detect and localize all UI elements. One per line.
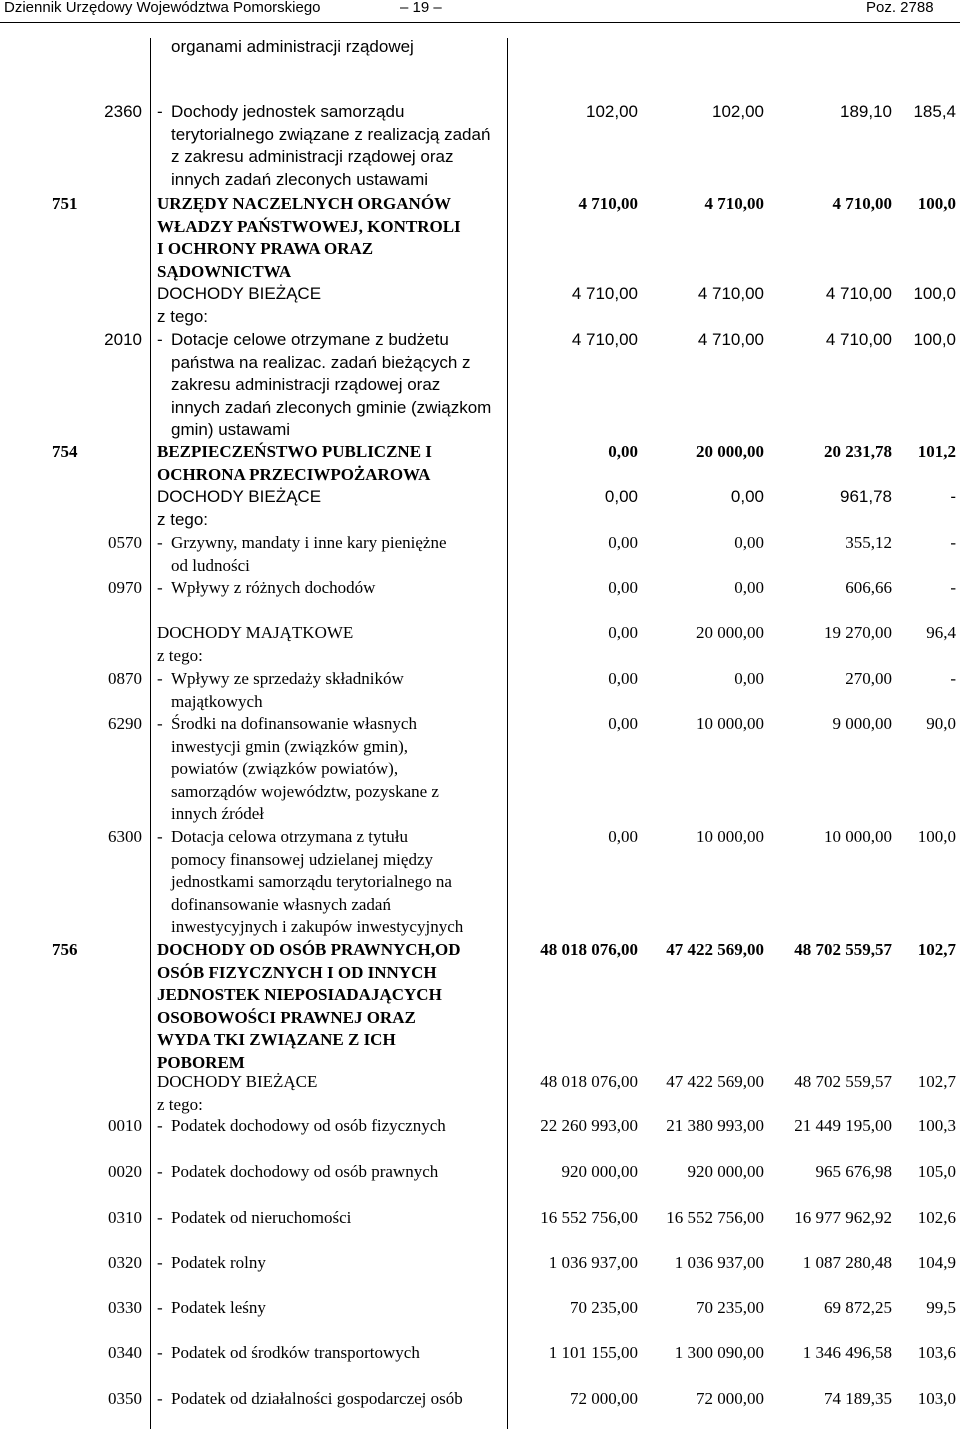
percent-executed: 102,7 bbox=[917, 940, 956, 959]
item-name-line: innych źródeł bbox=[171, 804, 264, 823]
list-dash: - bbox=[157, 669, 163, 688]
item-name bbox=[157, 622, 507, 645]
planned-initial-value: 48 018 076,00 bbox=[540, 940, 638, 959]
planned-initial-value: 48 018 076,00 bbox=[540, 1072, 638, 1091]
percent-executed: 102,7 bbox=[917, 1072, 956, 1091]
executed-value: 270,00 bbox=[845, 669, 892, 688]
item-name-line: zakresu administracji rządowej oraz bbox=[171, 375, 441, 394]
item-name bbox=[157, 532, 507, 577]
paragraph-code: 0570 bbox=[108, 533, 142, 552]
item-name-line: - Podatek dochodowy od osób fizycznych bbox=[157, 1115, 507, 1138]
executed-value: 1 087 280,48 bbox=[802, 1253, 892, 1272]
paragraph-code: 0350 bbox=[108, 1389, 142, 1408]
percent-executed: - bbox=[950, 487, 956, 506]
item-name-line: inwestycji gmin (związków gmin), bbox=[171, 736, 409, 756]
executed-value: 48 702 559,57 bbox=[794, 1072, 892, 1091]
item-name-line: innych zadań zleconych gminie (związkom bbox=[171, 397, 492, 417]
item-name bbox=[157, 577, 507, 600]
item-name-line: gmin) ustawami bbox=[171, 420, 291, 439]
percent-executed: 100,0 bbox=[913, 284, 956, 303]
paragraph-code: 6300 bbox=[108, 827, 142, 846]
item-name bbox=[157, 645, 507, 668]
executed-value: 74 189,35 bbox=[824, 1389, 892, 1408]
chapter-code: 751 bbox=[52, 194, 78, 213]
planned-after-changes-value: 70 235,00 bbox=[696, 1298, 764, 1317]
item-name-line: z tego: bbox=[157, 307, 209, 326]
paragraph-code: 0870 bbox=[108, 669, 142, 688]
planned-after-changes-value: 47 422 569,00 bbox=[666, 940, 764, 959]
item-name-line: DOCHODY BIEŻĄCE bbox=[157, 487, 322, 506]
executed-value: 9 000,00 bbox=[832, 714, 892, 733]
item-name-line: inwestycyjnych i zakupów inwestycyjnych bbox=[171, 917, 464, 936]
planned-initial-value: 920 000,00 bbox=[561, 1162, 638, 1181]
planned-initial-value: 0,00 bbox=[604, 487, 638, 506]
executed-value: 20 231,78 bbox=[824, 442, 892, 461]
executed-value: 189,10 bbox=[840, 102, 892, 121]
item-name bbox=[157, 1071, 507, 1094]
planned-after-changes-value: 72 000,00 bbox=[696, 1389, 764, 1408]
item-name-line: powiatów (związków powiatów), bbox=[171, 759, 399, 778]
item-name-line: - Podatek leśny bbox=[157, 1297, 507, 1320]
page-header bbox=[0, 0, 960, 23]
item-name bbox=[157, 283, 507, 306]
planned-after-changes-value: 21 380 993,00 bbox=[666, 1116, 764, 1135]
item-name-line: BEZPIECZEŃSTWO PUBLICZNE I bbox=[157, 442, 432, 461]
item-name-line: z tego: bbox=[157, 1095, 203, 1114]
percent-executed: 100,3 bbox=[917, 1116, 956, 1135]
paragraph-code: 6290 bbox=[108, 714, 142, 733]
item-name bbox=[157, 1297, 507, 1320]
planned-initial-value: 4 710,00 bbox=[571, 284, 638, 303]
planned-after-changes-value: 20 000,00 bbox=[696, 442, 764, 461]
paragraph-code: 0330 bbox=[108, 1298, 142, 1317]
paragraph-code: 0970 bbox=[108, 578, 142, 597]
item-name-line: z tego: bbox=[157, 646, 203, 665]
item-name-line: - Podatek od nieruchomości bbox=[157, 1207, 507, 1230]
planned-after-changes-value: 0,00 bbox=[734, 533, 764, 552]
percent-executed: 90,0 bbox=[926, 714, 956, 733]
planned-after-changes-value: 1 036 937,00 bbox=[674, 1253, 764, 1272]
item-name-line: DOCHODY BIEŻĄCE bbox=[157, 284, 322, 303]
item-name-line: od ludności bbox=[171, 555, 250, 575]
percent-executed: 99,5 bbox=[926, 1298, 956, 1317]
percent-executed: 100,0 bbox=[913, 330, 956, 349]
column-divider-name bbox=[507, 38, 508, 1429]
journal-title: Dziennik Urzędowy Województwa Pomorskiego bbox=[4, 0, 321, 16]
planned-initial-value: 1 036 937,00 bbox=[548, 1253, 638, 1272]
executed-value: 961,78 bbox=[840, 487, 892, 506]
planned-after-changes-value: 10 000,00 bbox=[696, 714, 764, 733]
planned-initial-value: 0,00 bbox=[608, 442, 638, 461]
planned-after-changes-value: 4 710,00 bbox=[697, 284, 764, 303]
item-name-line: SĄDOWNICTWA bbox=[157, 261, 292, 281]
planned-initial-value: 4 710,00 bbox=[578, 194, 638, 213]
executed-value: 69 872,25 bbox=[824, 1298, 892, 1317]
item-name-line: dofinansowanie własnych zadań bbox=[171, 894, 391, 914]
item-name bbox=[157, 193, 507, 283]
paragraph-code: 0310 bbox=[108, 1208, 142, 1227]
item-name bbox=[171, 36, 521, 59]
planned-after-changes-value: 0,00 bbox=[730, 487, 764, 506]
executed-value: 19 270,00 bbox=[824, 623, 892, 642]
item-name-line: URZĘDY NACZELNYCH ORGANÓW bbox=[157, 194, 452, 213]
percent-executed: - bbox=[950, 669, 956, 688]
item-name-line: DOCHODY MAJĄTKOWE bbox=[157, 623, 354, 642]
list-dash: - bbox=[157, 1253, 163, 1272]
percent-executed: 102,6 bbox=[917, 1208, 956, 1227]
percent-executed: 104,9 bbox=[917, 1253, 956, 1272]
list-dash: - bbox=[157, 1208, 163, 1227]
paragraph-code: 2360 bbox=[104, 102, 142, 121]
item-name bbox=[157, 668, 507, 713]
planned-initial-value: 0,00 bbox=[608, 533, 638, 552]
item-name-line: - Podatek od działalności gospodarczej osób bbox=[157, 1388, 507, 1411]
item-name bbox=[157, 1161, 507, 1184]
executed-value: 21 449 195,00 bbox=[794, 1116, 892, 1135]
percent-executed: 103,0 bbox=[917, 1389, 956, 1408]
paragraph-code: 0010 bbox=[108, 1116, 142, 1135]
item-name bbox=[157, 1388, 507, 1411]
item-name bbox=[157, 1094, 507, 1117]
item-name-line: - Dochody jednostek samorządu bbox=[157, 101, 507, 124]
list-dash: - bbox=[157, 102, 163, 121]
position-number: Poz. 2788 bbox=[866, 0, 934, 16]
planned-initial-value: 0,00 bbox=[608, 714, 638, 733]
paragraph-code: 0320 bbox=[108, 1253, 142, 1272]
item-name-line: - Podatek od środków transportowych bbox=[157, 1342, 507, 1365]
item-name bbox=[157, 441, 507, 486]
column-divider-paragraf bbox=[150, 38, 151, 1429]
list-dash: - bbox=[157, 1298, 163, 1317]
chapter-code: 756 bbox=[52, 940, 78, 959]
percent-executed: 103,6 bbox=[917, 1343, 956, 1362]
percent-executed: 96,4 bbox=[926, 623, 956, 642]
item-name-line: - Dotacja celowa otrzymana z tytułu bbox=[157, 826, 507, 849]
executed-value: 10 000,00 bbox=[824, 827, 892, 846]
item-name-line: OCHRONA PRZECIWPOŻAROWA bbox=[157, 464, 431, 484]
item-name-line: - Grzywny, mandaty i inne kary pieniężne bbox=[157, 532, 507, 555]
list-dash: - bbox=[157, 1116, 163, 1135]
item-name-line: innych zadań zleconych ustawami bbox=[171, 169, 429, 189]
item-name-line: - Wpływy z różnych dochodów bbox=[157, 577, 507, 600]
item-name bbox=[157, 713, 507, 826]
percent-executed: - bbox=[950, 578, 956, 597]
paragraph-code: 0340 bbox=[108, 1343, 142, 1362]
item-name-line: - Podatek rolny bbox=[157, 1252, 507, 1275]
planned-initial-value: 22 260 993,00 bbox=[540, 1116, 638, 1135]
planned-initial-value: 1 101 155,00 bbox=[548, 1343, 638, 1362]
item-name bbox=[157, 1342, 507, 1365]
planned-after-changes-value: 4 710,00 bbox=[697, 330, 764, 349]
list-dash: - bbox=[157, 533, 163, 552]
chapter-code: 754 bbox=[52, 442, 78, 461]
item-name-line: - Dotacje celowe otrzymane z budżetu bbox=[157, 329, 507, 352]
item-name-line: pomocy finansowej udzielanej między bbox=[171, 849, 433, 869]
planned-after-changes-value: 0,00 bbox=[734, 669, 764, 688]
planned-initial-value: 0,00 bbox=[608, 827, 638, 846]
item-name-line: I OCHRONY PRAWA ORAZ bbox=[157, 239, 374, 258]
planned-initial-value: 4 710,00 bbox=[571, 330, 638, 349]
item-name bbox=[157, 939, 507, 1074]
percent-executed: 101,2 bbox=[917, 442, 956, 461]
item-name bbox=[157, 1115, 507, 1138]
list-dash: - bbox=[157, 714, 163, 733]
page-number: – 19 – bbox=[400, 0, 442, 16]
paragraph-code: 0020 bbox=[108, 1162, 142, 1181]
list-dash: - bbox=[157, 578, 163, 597]
planned-after-changes-value: 10 000,00 bbox=[696, 827, 764, 846]
list-dash: - bbox=[157, 330, 163, 349]
list-dash: - bbox=[157, 1162, 163, 1181]
percent-executed: 100,0 bbox=[917, 194, 956, 213]
executed-value: 4 710,00 bbox=[825, 284, 892, 303]
planned-initial-value: 0,00 bbox=[608, 669, 638, 688]
item-name-line: POBOREM bbox=[157, 1052, 245, 1072]
item-name-line: DOCHODY BIEŻĄCE bbox=[157, 1072, 318, 1091]
item-name-line: państwa na realizac. zadań bieżących z bbox=[171, 352, 471, 372]
item-name-line: organami administracji rządowej bbox=[171, 37, 414, 56]
item-name-line: - Podatek dochodowy od osób prawnych bbox=[157, 1161, 507, 1184]
percent-executed: 105,0 bbox=[917, 1162, 956, 1181]
planned-initial-value: 0,00 bbox=[608, 623, 638, 642]
list-dash: - bbox=[157, 1343, 163, 1362]
list-dash: - bbox=[157, 1389, 163, 1408]
executed-value: 1 346 496,58 bbox=[802, 1343, 892, 1362]
percent-executed: - bbox=[950, 533, 956, 552]
planned-after-changes-value: 16 552 756,00 bbox=[666, 1208, 764, 1227]
planned-after-changes-value: 1 300 090,00 bbox=[674, 1343, 764, 1362]
item-name-line: JEDNOSTEK NIEPOSIADAJĄCYCH bbox=[157, 985, 442, 1004]
planned-after-changes-value: 4 710,00 bbox=[704, 194, 764, 213]
item-name-line: samorządów województw, pozyskane z bbox=[171, 781, 439, 801]
item-name-line: OSOBOWOŚCI PRAWNEJ ORAZ bbox=[157, 1007, 416, 1027]
item-name bbox=[157, 1207, 507, 1230]
item-name-line: OSÓB FIZYCZNYCH I OD INNYCH bbox=[157, 962, 437, 982]
planned-initial-value: 16 552 756,00 bbox=[540, 1208, 638, 1227]
item-name-line: WŁADZY PAŃSTWOWEJ, KONTROLI bbox=[157, 216, 461, 236]
planned-initial-value: 72 000,00 bbox=[570, 1389, 638, 1408]
item-name-line: terytorialnego związane z realizacją zadań bbox=[171, 124, 491, 144]
item-name bbox=[157, 329, 507, 442]
planned-after-changes-value: 0,00 bbox=[734, 578, 764, 597]
executed-value: 4 710,00 bbox=[825, 330, 892, 349]
item-name bbox=[157, 509, 507, 532]
percent-executed: 185,4 bbox=[913, 102, 956, 121]
item-name bbox=[157, 306, 507, 329]
item-name-line: WYDA TKI ZWIĄZANE Z ICH bbox=[157, 1030, 396, 1049]
item-name-line: - Środki na dofinansowanie własnych bbox=[157, 713, 507, 736]
planned-initial-value: 102,00 bbox=[586, 102, 638, 121]
planned-after-changes-value: 102,00 bbox=[712, 102, 764, 121]
executed-value: 16 977 962,92 bbox=[794, 1208, 892, 1227]
item-name bbox=[157, 486, 507, 509]
percent-executed: 100,0 bbox=[917, 827, 956, 846]
planned-after-changes-value: 920 000,00 bbox=[687, 1162, 764, 1181]
list-dash: - bbox=[157, 827, 163, 846]
item-name-line: jednostkami samorządu terytorialnego na bbox=[171, 872, 452, 891]
item-name-line: z zakresu administracji rządowej oraz bbox=[171, 147, 454, 166]
item-name-line: majątkowych bbox=[171, 691, 263, 711]
planned-after-changes-value: 47 422 569,00 bbox=[666, 1072, 764, 1091]
paragraph-code: 2010 bbox=[104, 330, 142, 349]
executed-value: 48 702 559,57 bbox=[794, 940, 892, 959]
planned-after-changes-value: 20 000,00 bbox=[696, 623, 764, 642]
executed-value: 965 676,98 bbox=[815, 1162, 892, 1181]
item-name-line: - Wpływy ze sprzedaży składników bbox=[157, 668, 507, 691]
executed-value: 606,66 bbox=[845, 578, 892, 597]
planned-initial-value: 70 235,00 bbox=[570, 1298, 638, 1317]
item-name bbox=[157, 101, 507, 191]
item-name bbox=[157, 1252, 507, 1275]
item-name bbox=[157, 826, 507, 939]
executed-value: 355,12 bbox=[845, 533, 892, 552]
item-name-line: DOCHODY OD OSÓB PRAWNYCH,OD bbox=[157, 940, 461, 959]
item-name-line: z tego: bbox=[157, 510, 209, 529]
executed-value: 4 710,00 bbox=[832, 194, 892, 213]
planned-initial-value: 0,00 bbox=[608, 578, 638, 597]
